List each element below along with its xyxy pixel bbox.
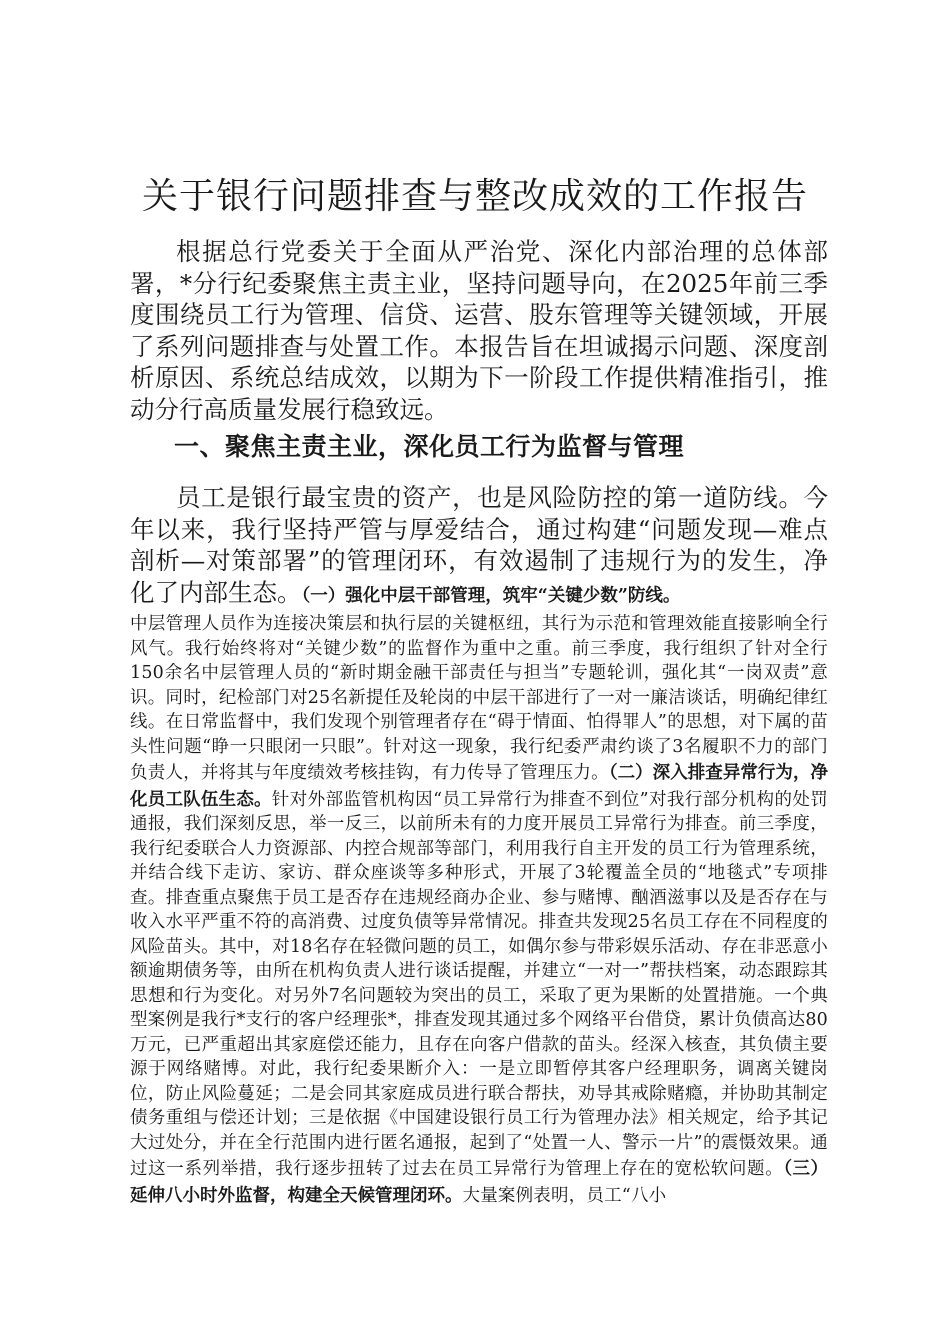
subsection-2-body: 针对外部监管机构因“员工异常行为排查不到位”对我行部分机构的处罚通报，我们深刻反思，举一反三，以前所未有的力度开展员工异常行为排查。前三季度，我行纪委联合人力资源部、内控合规部等部门，利用我行自主开发的员工行为管理系统，并结合线下走访、家访、群众座谈等多种形式，开展了3轮覆盖全员的“地毯式”专项排查。排查重点聚焦于员工是否存在违规经商办企业、参与赌博、酗酒滋事以及是否存在与收入水平严重不符的高消费、过度负债等异常情况。排查共发现25名员工存在不同程度的风险苗头。其中，对18名存在轻微问题的员工，如偶尔参与带彩娱乐活动、存在非恶意小额逾期债务等，由所在机构负责人进行谈话提醒，并建立“一对一”帮扶档案，动态跟踪其思想和行为变化。对另外7名问题较为突出的员工，采取了更为果断的处置措施。一个典型案例是我行*支行的客户经理张*，排查发现其通过多个网络平台借贷，累计负债高达80万元，已严重超出其家庭偿还能力，且存在向客户借款的苗头。经深入核查，其负债主要源于网络赌博。对此，我行纪委果断介入：一是立即暂停其客户经理职务，调离关键岗位，防止风险蔓延；二是会同其家庭成员进行联合帮扶，劝导其戒除赌瘾，并协助其制定债务重组与偿还计划；三是依据《中国建设银行员工行为管理办法》相关规定，给予其记大过处分，并在全行范围内进行匿名通报，起到了“处置一人、警示一片”的震慑效果。通过这一系列举措，我行逐步扭转了过去在员工异常行为管理上存在的宽松软问题。 (130, 789, 829, 1179)
section-lead-text: 员工是银行最宝贵的资产，也是风险防控的第一道防线。今年以来，我行坚持严管与厚爱结合，通过构建“问题发现—难点剖析—对策部署”的管理闭环，有效遏制了违规行为的发生，净化了内部生态。 (130, 483, 828, 607)
section-lead-paragraph (130, 482, 828, 612)
subsection-3-body: 大量案例表明，员工“八小 (462, 1185, 667, 1206)
section-heading: 一、聚焦主责主业，深化员工行为监督与管理 (174, 432, 685, 461)
intro-paragraph: 根据总行党委关于全面从严治党、深化内部治理的总体部署，*分行纪委聚焦主责主业，坚持问题导向，在2025年前三季度围绕员工行为管理、信贷、运营、股东管理等关键领域，开展了系列问题排查与处置工作。本报告旨在坦诚揭示问题、深度剖析原因、系统总结成效，以期为下一阶段工作提供精准指引，推动分行高质量发展行稳致远。 (130, 237, 828, 424)
subsection-3-title: （三）延伸八小时外监督，构建全天候管理闭环。 (130, 1159, 829, 1206)
subsection-2-title: （二）深入排查异常行为，净化员工队伍生态。 (130, 763, 828, 810)
section-body (130, 482, 828, 1208)
subsection-1-body: 中层管理人员作为连接决策层和执行层的关键枢纽，其行为示范和管理效能直接影响全行风气。我行始终将对“关键少数”的监督作为重中之重。前三季度，我行组织了针对全行150余名中层管理人员的“新时期金融干部责任与担当”专题轮训，强化其“一岗双责”意识。同时，纪检部门对25名新提任及轮岗的中层干部进行了一对一廉洁谈话，明确纪律红线。在日常监督中，我们发现个别管理者存在“碍于情面、怕得罪人”的思想，对下属的苗头性问题“睁一只眼闭一只眼”。针对这一现象，我行纪委严肃约谈了3名履职不力的部门负责人，并将其与年度绩效考核挂钩，有力传导了管理压力。 (130, 614, 828, 783)
subsection-1-title: （一）强化中层干部管理，筑牢“关键少数”防线。 (301, 585, 681, 606)
document-title: 关于银行问题排查与整改成效的工作报告 (141, 176, 808, 217)
